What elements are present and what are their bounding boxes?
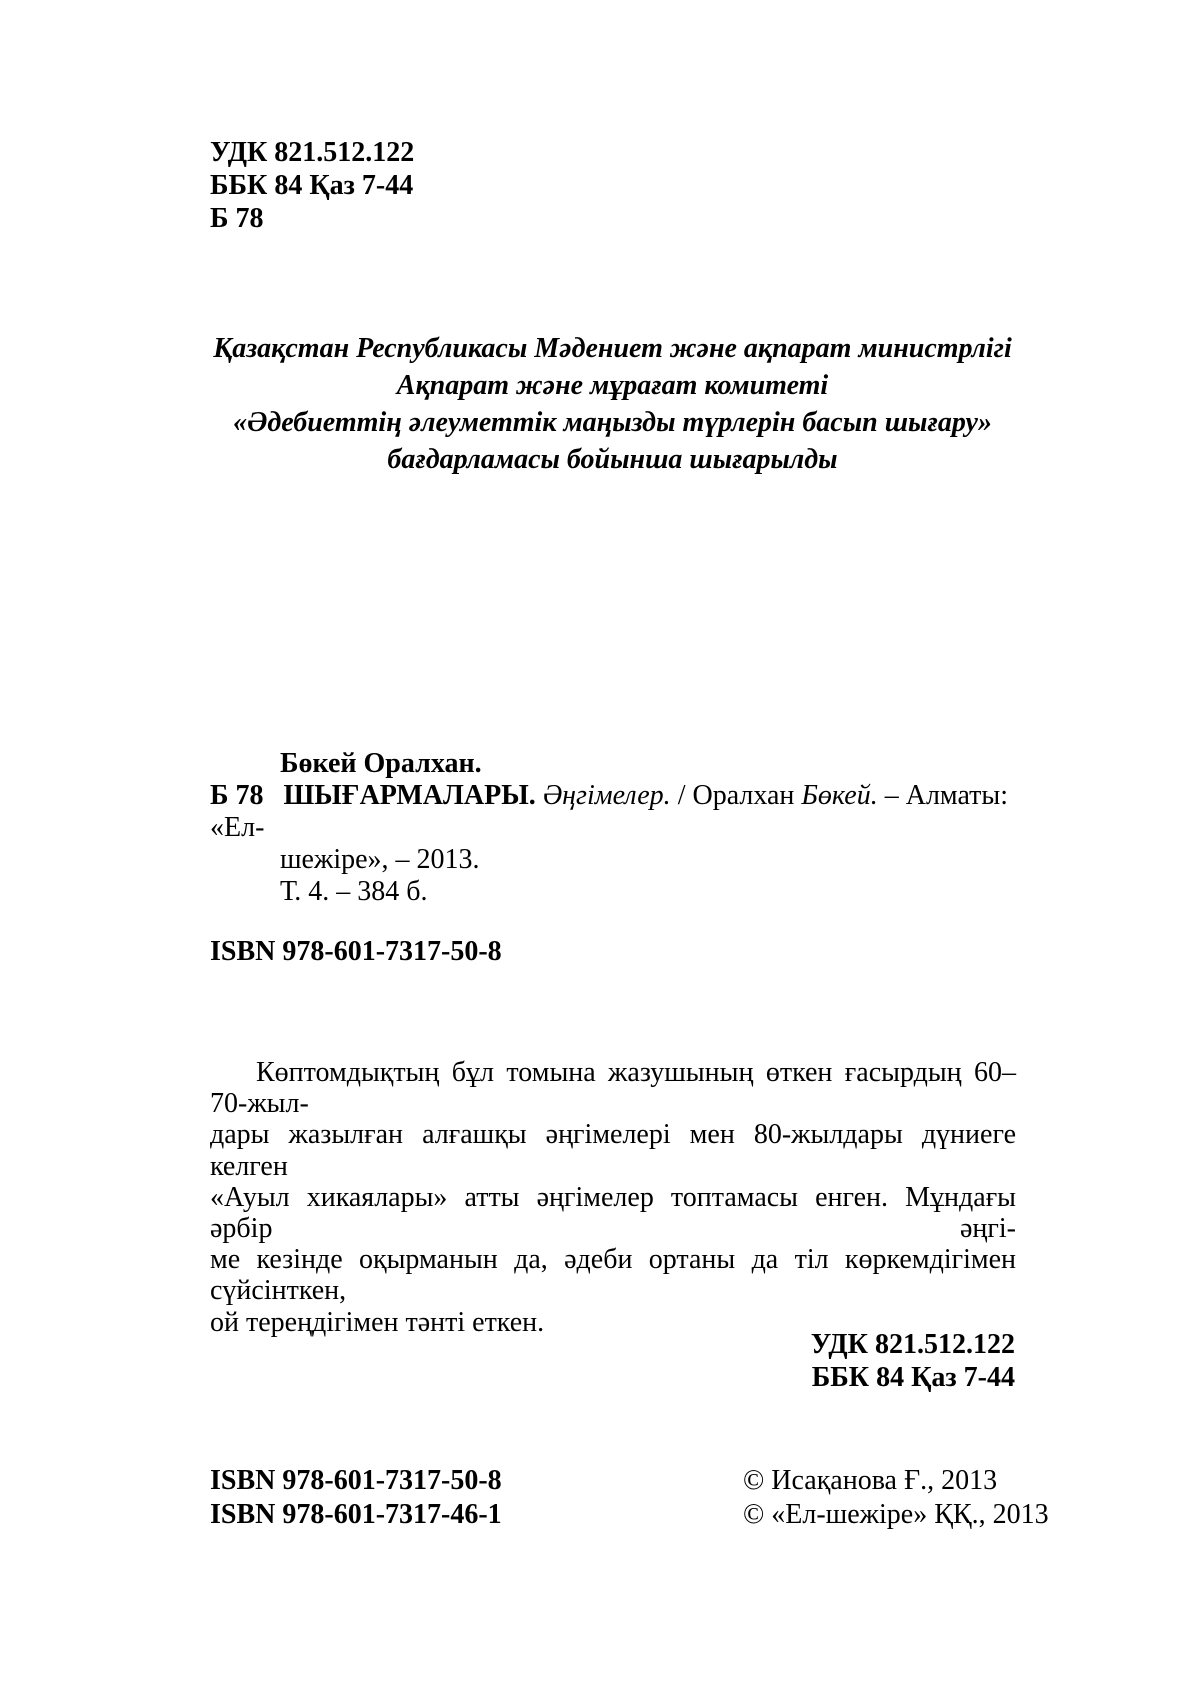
program-line: бағдарламасы бойынша шығарылды: [387, 444, 838, 475]
catalog-author-first: Оралхан: [692, 780, 795, 811]
catalog-card: [210, 748, 1015, 908]
author-sign: Б 78: [210, 203, 264, 234]
catalog-title: ШЫҒАРМАЛАРЫ.: [283, 780, 536, 811]
isbn-series: ISBN 978-601-7317-46-1: [210, 1499, 502, 1530]
catalog-genre: Әңгімелер.: [542, 780, 671, 811]
classification-bottom-block: [811, 1328, 1015, 1394]
annotation-paragraph: [210, 1057, 1016, 1338]
annotation-line: ме кезінде оқырманын да, әдеби ортаны да тіл көркемдігімен сүйсінткен,: [210, 1244, 1016, 1307]
annotation-line: Көптомдықтың бұл томына жазушының өткен ғасырдың 60–70-жыл-: [210, 1057, 1016, 1120]
udc-code-bottom: УДК 821.512.122: [810, 1329, 1015, 1360]
isbn-volume: ISBN 978-601-7317-50-8: [210, 1465, 502, 1496]
publication-program-note: [210, 330, 1015, 478]
annotation-line: ой тереңдігімен тәнті еткен.: [210, 1306, 545, 1338]
catalog-author-last: Бөкей.: [801, 780, 878, 811]
catalog-slash: /: [677, 780, 686, 811]
classification-top-block: [210, 136, 414, 235]
catalog-imprint-line2: шежіре», – 2013.: [280, 844, 480, 875]
annotation-line: «Ауыл хикаялары» атты әңгімелер топтамасы енген. Мұндағы әрбір әңгі-: [210, 1181, 1016, 1245]
catalog-volume-line: Т. 4. – 384 б.: [280, 876, 428, 907]
catalog-imprint-tail: – Алматы: «Ел-: [210, 780, 1008, 843]
copyright-publisher: © «Ел-шежіре» ҚҚ., 2013: [743, 1499, 1049, 1530]
program-line: «Әдебиеттің әлеуметтік маңызды түрлерін басып шығару»: [233, 407, 992, 438]
bbk-code: ББК 84 Қаз 7-44: [210, 170, 414, 201]
copyright-author: © Исақанова Ғ., 2013: [743, 1465, 998, 1496]
isbn-primary: ISBN 978-601-7317-50-8: [210, 936, 502, 967]
program-line: Қазақстан Республикасы Мәдениет және ақпарат министрлігі: [213, 333, 1012, 364]
footer-copyright-block: [743, 1464, 1049, 1532]
catalog-author-heading: Бөкей Оралхан.: [280, 748, 482, 779]
catalog-author-sign: Б 78: [210, 780, 264, 811]
program-line: Ақпарат және мұрағат комитеті: [396, 370, 829, 401]
footer-isbn-block: [210, 1464, 502, 1532]
catalog-main-line: [210, 780, 1015, 844]
udc-code: УДК 821.512.122: [210, 137, 415, 168]
annotation-line: дары жазылған алғашқы әңгімелері мен 80-жылдары дүниеге келген: [210, 1119, 1016, 1182]
bbk-code-bottom: ББК 84 Қаз 7-44: [811, 1362, 1015, 1393]
